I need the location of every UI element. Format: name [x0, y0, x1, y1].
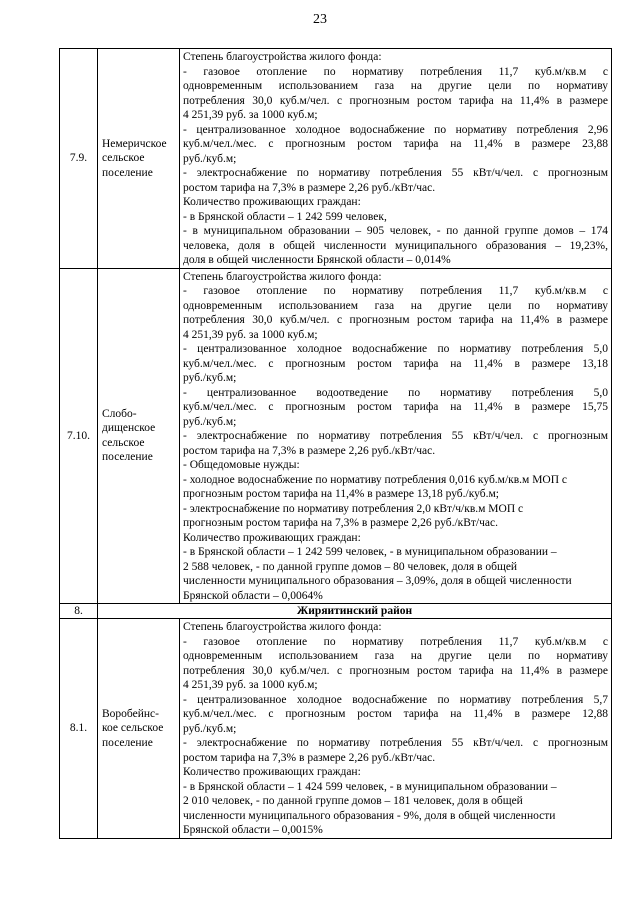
description-line: Количество проживающих граждан:	[183, 766, 361, 778]
description-line: человека, доля в общей численности муниципального образования – 19,23%,	[183, 239, 608, 252]
row-number: 8.1.	[60, 619, 98, 839]
settlement-name-line: Слобо-	[102, 407, 137, 420]
settlement-name-line: дищенское	[102, 422, 156, 435]
description-line: - централизованное водоотведение по нормативу потребления 5,0	[183, 386, 608, 399]
description-line: 4 251,39 руб. за 1000 куб.м;	[183, 679, 318, 691]
region-title: Жиряитинский район	[98, 604, 612, 619]
description-line: 2 010 человек, - по данной группе домов – 181 человек, доля в общей	[183, 795, 523, 807]
description-line: Степень благоустройства жилого фонда:	[183, 270, 382, 283]
description-line: - Общедомовые нужды:	[183, 459, 300, 471]
description-line: прогнозным ростом тарифа на 11,4% в размере 13,18 руб./куб.м;	[183, 488, 499, 500]
description-line: - газовое отопление по нормативу потребления 11,7 куб.м/кв.м с	[183, 285, 608, 297]
description-line: руб./куб.м;	[183, 372, 237, 384]
description-line: прогнозным ростом тарифа на 7,3% в размере 2,26 руб./кВт/час.	[183, 517, 498, 529]
settlement-name-line: Воробейнс-	[102, 707, 159, 720]
description-line: куб.м/чел./мес. с прогнозным ростом тарифа на 11,4% в размере 15,75	[183, 401, 608, 413]
settlement-name-line: Немеричское	[102, 137, 167, 150]
table-row	[60, 619, 612, 839]
description-line: - централизованное холодное водоснабжение по нормативу потребления 5,0	[183, 343, 608, 355]
description-line: 4 251,39 руб. за 1000 куб.м;	[183, 328, 318, 341]
settlement-name-line: поселение	[102, 451, 153, 464]
description-line: - газовое отопление по нормативу потребления 11,7 куб.м/кв.м с	[183, 65, 608, 78]
table-row	[60, 268, 612, 604]
description-line: руб./куб.м;	[183, 415, 237, 428]
description-line: численности муниципального образования - 9%, доля в общей численности	[183, 809, 556, 822]
settlement-description	[180, 49, 612, 269]
description-line: - электроснабжение по нормативу потребления 55 кВт/ч/чел. с прогнозным	[183, 167, 608, 179]
row-number: 7.10.	[60, 268, 98, 604]
description-line: руб./куб.м;	[183, 722, 237, 735]
region-header-row	[60, 604, 612, 619]
description-line: Количество проживающих граждан:	[183, 196, 361, 208]
settlement-description	[180, 619, 612, 839]
settlement-name-line: сельское	[102, 436, 145, 449]
description-line: одновременным использованием газа на другие цели по нормативу	[183, 80, 608, 92]
description-line: - холодное водоснабжение по нормативу потребления 0,016 куб.м/кв.м МОП с	[183, 473, 568, 486]
table-row	[60, 49, 612, 269]
description-line: численности муниципального образования – 3,09%, доля в общей численности	[183, 575, 572, 587]
description-line: - газовое отопление по нормативу потребления 11,7 куб.м/кв.м с	[183, 635, 608, 648]
description-line: куб.м/чел./мес. с прогнозным ростом тарифа на 11,4% в размере 13,18	[183, 357, 608, 370]
settlement-name	[98, 619, 180, 839]
description-line: - электроснабжение по нормативу потребления 55 кВт/ч/чел. с прогнозным	[183, 737, 608, 749]
description-line: Количество проживающих граждан:	[183, 531, 361, 544]
description-line: - в Брянской области – 1 242 599 человек,	[183, 210, 387, 223]
description-line: - в Брянской области – 1 242 599 человек, - в муниципальном образовании –	[183, 546, 557, 558]
description-line: - в муниципальном образовании – 905 человек, - по данной группе домов – 174	[183, 225, 608, 237]
description-line: - электроснабжение по нормативу потребления 2,0 кВт/ч/кв.м МОП с	[183, 502, 524, 515]
settlement-name	[98, 49, 180, 269]
description-line: ростом тарифа на 7,3% в размере 2,26 руб./кВт/час.	[183, 444, 436, 457]
description-line: Степень благоустройства жилого фонда:	[183, 51, 382, 63]
description-line: ростом тарифа на 7,3% в размере 2,26 руб./кВт/час.	[183, 751, 436, 764]
settlement-name-line: поселение	[102, 166, 153, 179]
row-number: 8.	[60, 604, 98, 619]
description-line: потребления 30,0 куб.м/чел. с прогнозным ростом тарифа на 11,4% в размере	[183, 314, 608, 326]
row-number: 7.9.	[60, 49, 98, 269]
description-line: - централизованное холодное водоснабжение по нормативу потребления 2,96	[183, 123, 608, 136]
settlement-name-line: поселение	[102, 736, 153, 749]
settlements-table	[59, 48, 612, 839]
description-line: 4 251,39 руб. за 1000 куб.м;	[183, 109, 318, 121]
description-line: одновременным использованием газа на другие цели по нормативу	[183, 299, 608, 312]
description-line: руб./куб.м;	[183, 152, 237, 165]
description-line: Брянской области – 0,0064%	[183, 589, 323, 602]
description-line: одновременным использованием газа на другие цели по нормативу	[183, 650, 608, 662]
description-line: - электроснабжение по нормативу потребления 55 кВт/ч/чел. с прогнозным	[183, 430, 608, 442]
page-number: 23	[313, 12, 327, 27]
description-line: 2 588 человек, - по данной группе домов – 80 человек, доля в общей	[183, 560, 518, 573]
description-line: ростом тарифа на 7,3% в размере 2,26 руб./кВт/час.	[183, 181, 436, 194]
settlement-name-line: сельское	[102, 152, 145, 164]
description-line: - в Брянской области – 1 424 599 человек, - в муниципальном образовании –	[183, 780, 557, 793]
description-line: куб.м/чел./мес. с прогнозным ростом тарифа на 11,4% в размере 12,88	[183, 708, 608, 720]
description-line: Степень благоустройства жилого фонда:	[183, 621, 382, 633]
settlement-name	[98, 268, 180, 604]
description-line: - централизованное холодное водоснабжение по нормативу потребления 5,7	[183, 693, 608, 706]
settlement-description	[180, 268, 612, 604]
description-line: потребления 30,0 куб.м/чел. с прогнозным ростом тарифа на 11,4% в размере	[183, 94, 608, 107]
settlement-name-line: кое сельское	[102, 722, 164, 734]
description-line: потребления 30,0 куб.м/чел. с прогнозным ростом тарифа на 11,4% в размере	[183, 664, 608, 677]
description-line: куб.м/чел./мес. с прогнозным ростом тарифа на 11,4% в размере 23,88	[183, 138, 608, 150]
description-line: Брянской области – 0,0015%	[183, 824, 323, 836]
description-line: доля в общей численности Брянской области – 0,014%	[183, 254, 451, 266]
